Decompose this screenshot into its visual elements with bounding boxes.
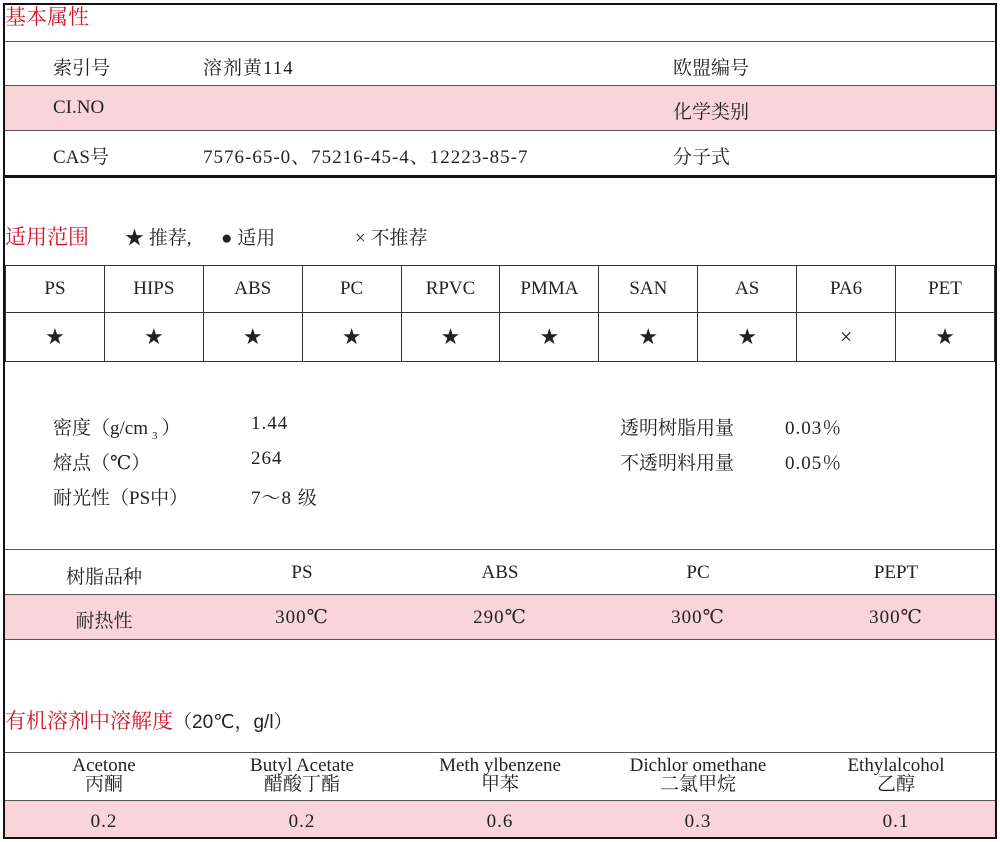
document-frame [3, 3, 997, 839]
prop-density-label [53, 413, 181, 442]
basic-label-cas: CAS号 [53, 147, 109, 168]
solvent-butyl-acetate [203, 756, 401, 794]
divider [5, 752, 995, 753]
heat-value-ps: 300℃ [275, 607, 329, 628]
heat-value-pept: 300℃ [869, 607, 923, 628]
scope-header-cell: PA6 [797, 266, 896, 313]
scope-rating-icon: ★ [698, 313, 797, 362]
scope-header-cell: RPVC [401, 266, 500, 313]
basic-label-eu: 欧盟编号 [673, 58, 750, 79]
solubility-title-text: 有机溶剂中溶解度 [5, 709, 173, 733]
scope-value-row [6, 313, 995, 362]
prop-transparent-label: 透明树脂用量 [620, 418, 735, 439]
scope-table [5, 265, 995, 362]
scope-rating-icon: ★ [104, 313, 203, 362]
scope-header-cell: PET [896, 266, 995, 313]
scope-rating-icon: ★ [302, 313, 401, 362]
heat-header-resin: 树脂品种 [65, 567, 142, 588]
basic-value-cas: 7576-65-0、75216-45-4、12223-85-7 [203, 147, 529, 168]
heat-header-pc: PC [686, 562, 710, 583]
scope-rating-icon: ★ [896, 313, 995, 362]
scope-header-cell: ABS [203, 266, 302, 313]
heat-header-abs: ABS [481, 562, 519, 583]
heat-header-pept: PEPT [873, 562, 919, 583]
solubility-value-butyl-acetate: 0.2 [288, 811, 316, 832]
solvent-en: Dichlor omethane [629, 755, 767, 776]
heat-value-abs: 290℃ [473, 607, 527, 628]
prop-opaque-label: 不透明料用量 [620, 453, 735, 474]
basic-label-index: 索引号 [53, 58, 111, 79]
scope-header-cell: PC [302, 266, 401, 313]
solvent-methylbenzene [401, 756, 599, 794]
basic-label-cino: CI.NO [53, 97, 105, 118]
solubility-value-acetone: 0.2 [90, 811, 118, 832]
basic-label-formula: 分子式 [673, 147, 731, 168]
divider [5, 130, 995, 131]
legend-recommend: ★ 推荐, [125, 228, 192, 249]
solubility-value-methylbenzene: 0.6 [486, 811, 514, 832]
solvent-zh: 甲苯 [480, 774, 519, 795]
solvent-dichloromethane [599, 756, 797, 794]
basic-label-chem-class: 化学类别 [673, 102, 750, 123]
scope-header-cell: SAN [599, 266, 698, 313]
solvent-acetone [5, 756, 203, 794]
solubility-title [5, 705, 293, 735]
divider [5, 639, 995, 640]
prop-density-label-text: 密度（g/cm [53, 418, 148, 439]
section-separator [5, 175, 995, 178]
prop-density-value: 1.44 [251, 413, 289, 434]
scope-rating-icon: ★ [6, 313, 105, 362]
scope-rating-icon: ★ [500, 313, 599, 362]
solubility-unit: （20℃，g/l） [173, 712, 293, 733]
solvent-zh: 醋酸丁酯 [263, 774, 340, 795]
prop-opaque-value: 0.05％ [785, 453, 843, 474]
solvent-en: Meth ylbenzene [439, 755, 561, 776]
legend-applicable: ● 适用 [221, 228, 276, 249]
prop-transparent-value: 0.03％ [785, 418, 843, 439]
divider [5, 549, 995, 550]
scope-rating-icon: × [797, 313, 896, 362]
basic-section-title: 基本属性 [5, 5, 89, 29]
solvent-zh: 乙醇 [876, 774, 915, 795]
scope-header-cell: PS [6, 266, 105, 313]
solvent-zh: 二氯甲烷 [659, 774, 736, 795]
scope-header-row [6, 266, 995, 313]
scope-rating-icon: ★ [401, 313, 500, 362]
scope-header-cell: PMMA [500, 266, 599, 313]
prop-density-label-end: ） [161, 418, 181, 439]
solvent-en: Ethylalcohol [847, 755, 945, 776]
heat-value-pc: 300℃ [671, 607, 725, 628]
solubility-value-dichloromethane: 0.3 [684, 811, 712, 832]
solvent-en: Acetone [72, 755, 136, 776]
heat-label: 耐热性 [75, 611, 133, 632]
prop-density-sub: 3 [152, 429, 158, 442]
prop-melting-label: 熔点（℃） [53, 453, 151, 474]
scope-header-cell: AS [698, 266, 797, 313]
legend-not-recommend: × 不推荐 [355, 228, 428, 249]
scope-rating-icon: ★ [203, 313, 302, 362]
solvent-en: Butyl Acetate [250, 755, 354, 776]
prop-lightfast-label: 耐光性（PS中） [53, 488, 189, 509]
solvent-zh: 丙酮 [84, 774, 123, 795]
scope-section-title: 适用范围 [5, 225, 89, 249]
basic-value-index: 溶剂黄114 [203, 58, 294, 79]
pink-row-bg [5, 86, 995, 130]
scope-rating-icon: ★ [599, 313, 698, 362]
prop-melting-value: 264 [251, 448, 283, 469]
divider [5, 41, 995, 42]
solubility-value-ethylalcohol: 0.1 [882, 811, 910, 832]
heat-header-ps: PS [291, 562, 313, 583]
scope-header-cell: HIPS [104, 266, 203, 313]
solvent-ethylalcohol [797, 756, 995, 794]
prop-lightfast-value: 7～8 级 [251, 488, 318, 509]
